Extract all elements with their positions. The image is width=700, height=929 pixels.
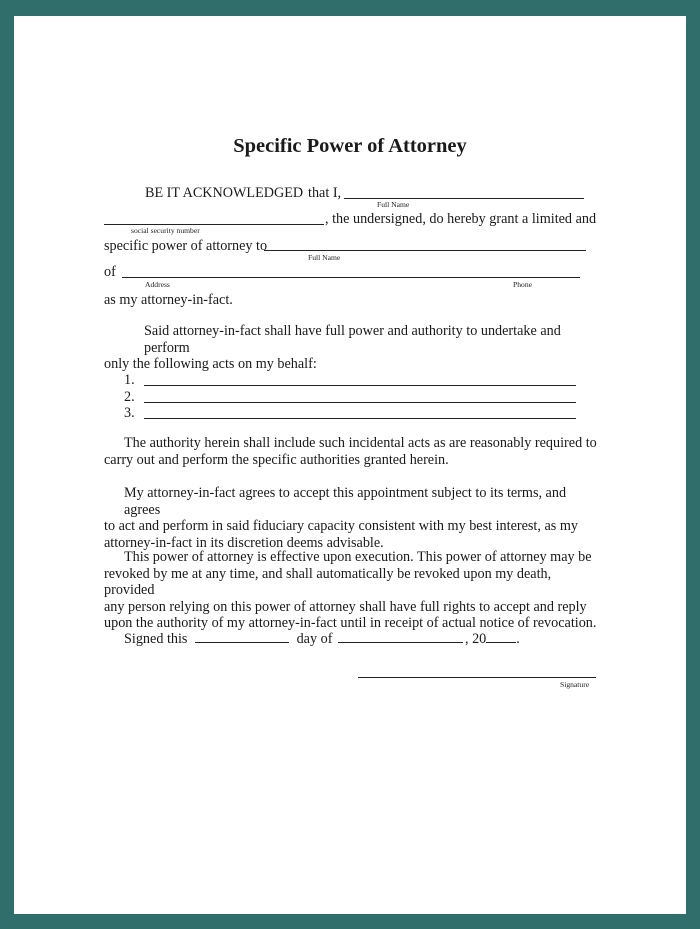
act-field-3[interactable] — [144, 418, 576, 419]
powers-line-1: Said attorney-in-fact shall have full power and authority to undertake and perform — [144, 323, 561, 356]
grant-text: , the undersigned, do hereby grant a limited and — [325, 211, 597, 227]
signature-field[interactable] — [358, 677, 596, 678]
act-number-1: 1. — [124, 372, 135, 388]
acceptance-line-1: My attorney-in-fact agrees to accept this appointment subject to its terms, and agrees — [124, 485, 567, 518]
act-number-3: 3. — [124, 405, 135, 421]
authority-line-2: carry out and perform the specific authorities granted herein. — [104, 451, 449, 468]
signed-month-field[interactable] — [338, 630, 463, 643]
attorney-name-caption: Full Name — [308, 253, 341, 262]
authority-paragraph — [104, 435, 604, 468]
signed-end-text: . — [516, 631, 520, 647]
revocation-paragraph — [104, 549, 604, 632]
attorney-name-field[interactable] — [264, 250, 586, 251]
revocation-line-4: upon the authority of my attorney-in-fact until in receipt of actual notice of revocation. — [104, 615, 597, 631]
acceptance-line-2: to act and perform in said fiduciary capacity consistent with my best interest, as my — [104, 518, 578, 534]
day-of-text: day of — [296, 631, 333, 647]
as-attorney-text: as my attorney-in-fact. — [104, 292, 233, 308]
address-caption: Address — [145, 280, 170, 289]
revocation-line-3: any person relying on this power of attorney shall have full rights to accept and reply — [104, 598, 587, 615]
document-title: Specific Power of Attorney — [233, 135, 467, 157]
act-field-2[interactable] — [144, 402, 576, 403]
act-field-1[interactable] — [144, 385, 576, 386]
powers-line-2: only the following acts on my behalf: — [104, 356, 317, 372]
signed-year-field[interactable] — [486, 630, 516, 643]
acknowledged-lead: BE IT ACKNOWLEDGED — [145, 185, 304, 201]
document-page — [14, 16, 686, 914]
ssn-caption: social security number — [131, 226, 200, 235]
act-number-2: 2. — [124, 389, 135, 405]
address-phone-field[interactable] — [122, 277, 580, 278]
acceptance-line-3: attorney-in-fact in its discretion deems advisable. — [104, 534, 384, 551]
signed-day-field[interactable] — [195, 630, 289, 643]
signature-caption: Signature — [560, 680, 590, 689]
revocation-line-2: revoked by me at any time, and shall automatically be revoked upon my death, provided — [104, 565, 552, 598]
powers-paragraph — [104, 323, 604, 373]
specific-text: specific power of attorney to — [104, 238, 268, 254]
acceptance-paragraph — [104, 485, 604, 551]
full-name-field[interactable] — [344, 198, 584, 199]
signed-this-text: Signed this — [124, 631, 188, 647]
authority-line-1: The authority herein shall include such incidental acts as are reasonably required to — [124, 435, 597, 451]
full-name-caption: Full Name — [377, 200, 410, 209]
phone-caption: Phone — [513, 280, 532, 289]
year-prefix-text: , 20 — [464, 631, 487, 647]
of-text: of — [104, 264, 116, 280]
signed-line — [124, 630, 520, 648]
ssn-field[interactable] — [104, 224, 324, 225]
revocation-line-1: This power of attorney is effective upon execution. This power of attorney may be — [124, 549, 592, 565]
that-i-text: that I, — [308, 185, 342, 201]
